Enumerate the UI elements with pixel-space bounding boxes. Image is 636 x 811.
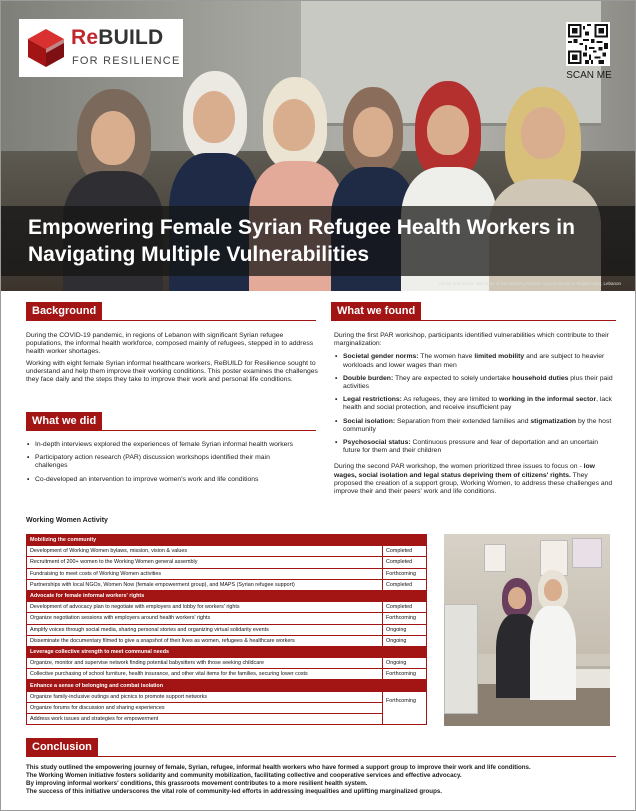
conclusion-line: The Working Women initiative fosters solidarity and community mobilization, facilitating collective and cooperative services and effective advocacy. <box>26 772 462 779</box>
what-we-found-heading: What we found <box>331 302 421 321</box>
table-row: Organize forums for discussion and sharing experiences <box>27 702 427 713</box>
cube-logo-icon <box>25 27 67 69</box>
table-row: Development of advocacy plan to negotiate with employers and lobby for workers' rights Completed <box>27 602 427 613</box>
list-item: • Psychosocial status: Continuous pressure and fear of deportation and an uncertain future for them and their children <box>334 439 616 455</box>
activity-table <box>26 534 427 725</box>
table-category-row: Advocate for female informal workers' rights <box>27 590 427 601</box>
conclusion-line: The success of this initiative underscores the vital role of community-led efforts in addressing inequalities and uplifting marginalized groups. <box>26 788 443 795</box>
table-row: Organize family-inclusive outings and picnics to promote support networks Forthcoming <box>27 691 427 702</box>
table-row: Collective purchasing of school furniture, health insurance, and other vital items for the families, securing lower costs Forthcoming <box>27 669 427 680</box>
activity-table-title: Working Women Activity <box>26 517 108 524</box>
table-category-row: Mobilizing the community <box>27 535 427 546</box>
what-we-found-text <box>334 332 616 499</box>
conclusion-heading: Conclusion <box>26 738 98 757</box>
what-we-did-heading: What we did <box>26 412 102 431</box>
list-item: • Co-developed an intervention to improve women's work and life conditions <box>26 476 296 484</box>
person-figure <box>530 570 576 700</box>
table-category-row: Enhance a sense of belonging and combat isolation <box>27 680 427 691</box>
conclusion-text <box>26 764 616 796</box>
rebuild-logo <box>19 19 183 77</box>
list-item: • Double burden: They are expected to solely undertake household duties plus their paid activities <box>334 375 616 391</box>
background-text <box>26 332 318 387</box>
table-row: Disseminate the documentary filmed to give a snapshot of their lives as women, refugees & healthcare workers Ongoing <box>27 635 427 646</box>
table-row: Development of Working Women bylaws, mission, vision & values Completed <box>27 546 427 557</box>
table-row: Amplify voices through social media, sharing personal stories and organizing virtual solidarity events Ongoing <box>27 624 427 635</box>
table-row: Partnerships with local NGOs, Women Now (female empowerment group), and MAPS (Syrian refugee support) Completed <box>27 579 427 590</box>
table-row: Fundraising to meet costs of Working Women activities Forthcoming <box>27 568 427 579</box>
scan-me-label: SCAN ME <box>566 70 612 81</box>
list-item: • Legal restrictions: As refugees, they are limited to working in the informal sector, lack health and social protection, and receive insufficient pay <box>334 396 616 412</box>
what-we-did-list <box>26 441 296 489</box>
table-category-row: Leverage collective strength to meet communal needs <box>27 646 427 657</box>
table-row: Recruitment of 200+ women to the Working Women general assembly Completed <box>27 557 427 568</box>
findings-intro: During the first PAR workshop, participants identified vulnerabilities which contribute to their marginalization: <box>334 332 609 348</box>
table-row: Address work issues and strategies for empowerment <box>27 714 427 725</box>
list-item: • Societal gender norms: The women have limited mobility and are subject to heavier workloads and lower wages than men <box>334 353 616 369</box>
logo-wordmark: ReBUILD <box>71 26 164 49</box>
qr-code-icon[interactable] <box>566 22 610 66</box>
logo-tagline: FOR RESILIENCE <box>72 55 181 67</box>
background-paragraph: During the COVID-19 pandemic, in regions of Lebanon with significant Syrian refugee populations, the informal health workforce, composed mainly of refugees, stepped in to address health worker shortages. <box>26 332 314 356</box>
findings-second-workshop: During the second PAR workshop, the women prioritized three issues to focus on - low wages, social isolation and legal status depriving them of citizens' rights. They proposed the creation of a support group, Working Women, to address these challenges and improve their and their peers' work and life conditions. <box>334 463 613 496</box>
photo-caption: Above and below: Members of the Working Women support group in Majdal Anjar, Lebanon <box>438 281 621 286</box>
poster-title: Empowering Female Syrian Refugee Health Workers in Navigating Multiple Vulnerabilities <box>28 216 575 266</box>
background-heading: Background <box>26 302 102 321</box>
conclusion-line: This study outlined the empowering journey of female, Syrian, refugee, informal health workers who have formed a support group to improve their work and life conditions. <box>26 764 531 771</box>
table-row: Organize negotiation sessions with employers around health workers' rights Forthcoming <box>27 613 427 624</box>
table-row: Organize, monitor and supervise network finding potential babysitters with those seeking childcare Ongoing <box>27 658 427 669</box>
clinic-photo <box>444 534 610 726</box>
hero-group-photo <box>1 1 635 291</box>
list-item: • Social isolation: Separation from their extended families and stigmatization by the host community <box>334 418 616 434</box>
list-item: • In-depth interviews explored the experiences of female Syrian informal health workers <box>26 441 296 449</box>
list-item: • Participatory action research (PAR) discussion workshops identified their main challenges <box>26 454 296 470</box>
conclusion-line: By improving informal workers' conditions, this grassroots movement contributes to a more resilient health system. <box>26 780 368 787</box>
background-paragraph: Working with eight female Syrian informal healthcare workers, ReBUILD for Resilience sought to understand and help them improve their working conditions. This poster examines the challenges they face daily and the steps they take to improve their work and personal life conditions. <box>26 359 318 384</box>
